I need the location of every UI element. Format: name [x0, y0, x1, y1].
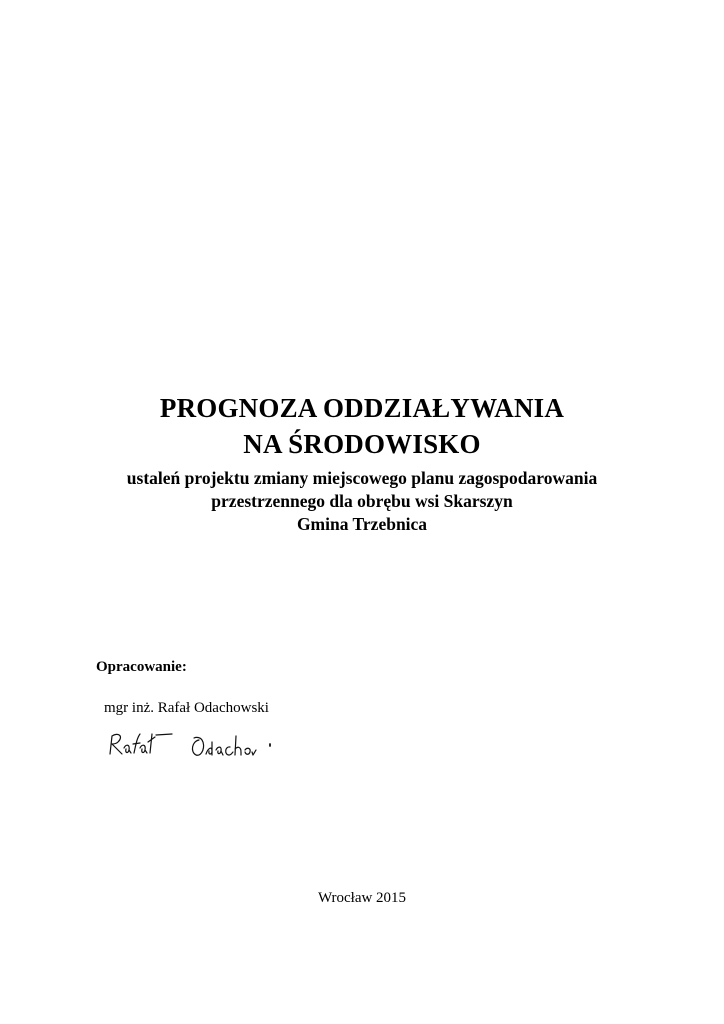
subtitle-line-1: ustaleń projektu zmiany miejscowego planu zagospodarowania: [126, 468, 598, 488]
title-line-1: PROGNOZA ODDZIAŁYWANIA: [159, 393, 565, 423]
document-title: [0, 390, 724, 462]
document-subtitle: [0, 467, 724, 536]
author-name: mgr inż. Rafał Odachowski: [104, 700, 269, 716]
subtitle-line-3: Gmina Trzebnica: [296, 514, 428, 534]
prepared-by-label: Opracowanie:: [96, 659, 187, 675]
subtitle-line-2: przestrzennego dla obrębu wsi Skarszyn: [211, 491, 513, 511]
place-and-year: Wrocław 2015: [317, 890, 407, 906]
title-line-2: NA ŚRODOWISKO: [243, 429, 481, 459]
handwritten-signature: [104, 724, 280, 764]
